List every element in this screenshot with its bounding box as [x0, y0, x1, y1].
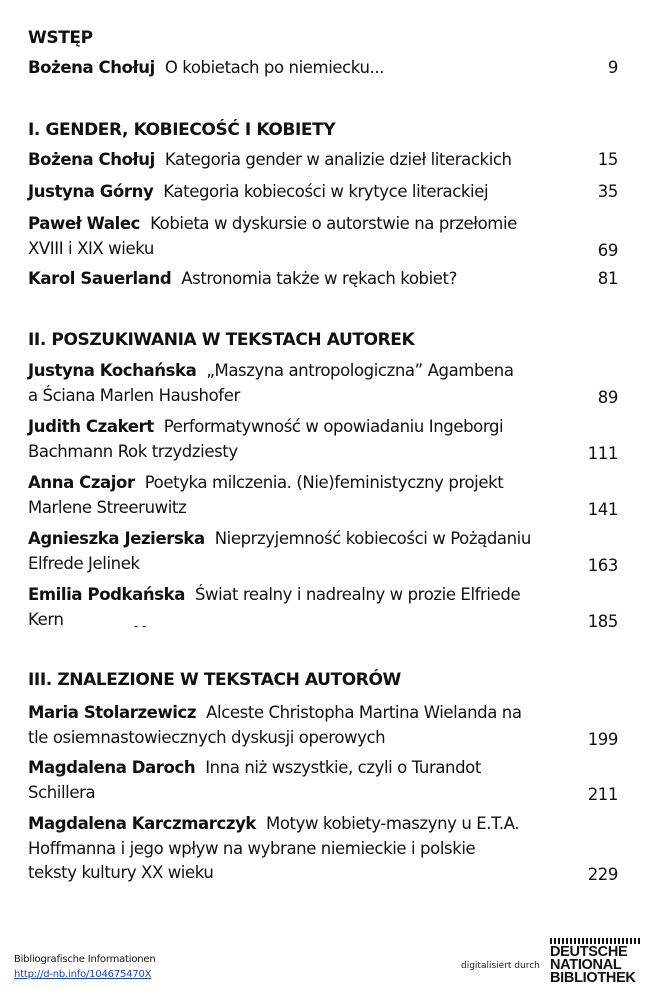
toc-page-number: 89 [597, 387, 618, 407]
toc-author: Karol Sauerland [28, 269, 172, 288]
toc-entry-line [28, 554, 140, 573]
toc-author: Magdalena Karczmarczyk [28, 814, 257, 833]
toc-page-number: 229 [587, 865, 618, 884]
toc-title-text: Motyw kobiety-maszyny u E.T.A. [266, 814, 520, 833]
digitized-by-label: digitalisiert durch [461, 961, 540, 971]
toc-entry-line [28, 361, 514, 380]
scan-artifact: - - [134, 619, 147, 633]
section-title: III. ZNALEZIONE W TEKSTACH AUTORÓW [28, 670, 401, 690]
logo-line: BIBLIOTHEK [550, 970, 636, 986]
toc-title-text: Kern [28, 609, 64, 629]
toc-entry-line [28, 473, 503, 492]
toc-page-number: 81 [597, 269, 618, 288]
logo-line: DEUTSCHE [550, 944, 628, 960]
section-title: I. GENDER, KOBIECOŚĆ I KOBIETY [28, 120, 336, 140]
biblio-link[interactable]: http://d-nb.info/104675470X [14, 969, 152, 980]
toc-author: Bożena Chołuj [28, 58, 155, 77]
toc-page-number: 211 [587, 784, 618, 804]
toc-entry-line [28, 182, 488, 201]
toc-entry-line [28, 610, 64, 629]
toc-entry-line [28, 529, 531, 548]
toc-author: Maria Stolarzewicz [28, 703, 197, 722]
toc-entry-line [28, 214, 517, 233]
toc-author: Anna Czajor [28, 473, 135, 492]
section-title: II. POSZUKIWANIA W TEKSTACH AUTOREK [28, 330, 415, 350]
toc-entry-line [28, 269, 457, 288]
dnb-logo [550, 938, 640, 990]
toc-entry-line [28, 150, 512, 169]
toc-title-text: Inna niż wszystkie, czyli o Turandot [205, 758, 481, 777]
toc-title-text: Kategoria kobiecości w krytyce literackiej [163, 182, 489, 201]
toc-entry-line [28, 386, 240, 405]
toc-page-number: 199 [587, 729, 618, 749]
toc-title-text: teksty kultury XX wieku [28, 863, 214, 882]
toc-page-number: 69 [597, 240, 618, 260]
toc-entry-line [28, 728, 385, 747]
biblio-label: Bibliografische Informationen [14, 954, 156, 965]
toc-page-number: 163 [587, 555, 618, 575]
toc-title-text: Marlene Streeruwitz [28, 497, 187, 517]
toc-entry-line [28, 703, 522, 722]
toc-page-number: 111 [587, 443, 618, 463]
toc-page-number: 185 [587, 611, 618, 631]
toc-entry-line [28, 863, 213, 882]
toc-author: Emilia Podkańska [28, 585, 185, 604]
toc-title-text: Alceste Christopha Martina Wielanda na [206, 703, 522, 722]
toc-page-number: 35 [597, 182, 618, 201]
toc-title-text: a Ściana Marlen Haushofer [28, 385, 240, 405]
toc-author: Justyna Górny [28, 182, 154, 201]
toc-entry-line [28, 585, 520, 604]
toc-entry-line [28, 442, 238, 461]
toc-entry-line [28, 814, 519, 833]
toc-title-text: Kategoria gender w analizie dzieł literackich [164, 150, 512, 169]
toc-author: Magdalena Daroch [28, 758, 196, 777]
toc-title-text: O kobietach po niemiecku... [164, 58, 385, 77]
toc-page-number: 15 [597, 150, 618, 169]
toc-page-number: 141 [587, 499, 618, 519]
toc-author: Bożena Chołuj [28, 150, 155, 169]
toc-author: Agnieszka Jezierska [28, 529, 205, 548]
toc-title-text: tle osiemnastowiecznych dyskusji operowych [28, 727, 386, 747]
toc-author: Paweł Walec [28, 214, 141, 233]
toc-entry-line [28, 239, 154, 258]
toc-title-text: Nieprzyjemność kobiecości w Pożądaniu [214, 529, 531, 548]
toc-title-text: Schillera [28, 782, 96, 802]
toc-title-text: Bachmann Rok trzydziesty [28, 441, 238, 461]
toc-title-text: Hoffmanna i jego wpływ na wybrane niemieckie i polskie [28, 838, 476, 858]
toc-title-text: Astronomia także w rękach kobiet? [181, 269, 457, 288]
toc-page-number: 9 [607, 58, 618, 77]
logo-line: NATIONAL [550, 957, 622, 973]
toc-title-text: Świat realny i nadrealny w prozie Elfriede [194, 585, 521, 604]
toc-title-text: Poetyka milczenia. (Nie)feministyczny projekt [144, 473, 504, 492]
toc-author: Judith Czakert [28, 417, 154, 436]
toc-title-text: Performatywność w opowiadaniu Ingeborgi [163, 417, 504, 436]
toc-entry-line [28, 58, 384, 77]
toc-entry-line [28, 498, 186, 517]
toc-title-text: Kobieta w dyskursie o autorstwie na przełomie [150, 214, 517, 233]
toc-entry-line [28, 783, 95, 802]
toc-title-text: XVIII i XIX wieku [28, 238, 154, 258]
toc-entry-line [28, 758, 481, 777]
toc-title-text: „Maszyna antropologiczna” Agambena [206, 361, 514, 380]
bibliographic-info [14, 952, 156, 982]
section-title: WSTĘP [28, 28, 93, 48]
toc-title-text: Elfrede Jelinek [28, 553, 140, 573]
toc-entry-line [28, 417, 503, 436]
toc-entry-line [28, 839, 475, 858]
toc-author: Justyna Kochańska [28, 361, 197, 380]
